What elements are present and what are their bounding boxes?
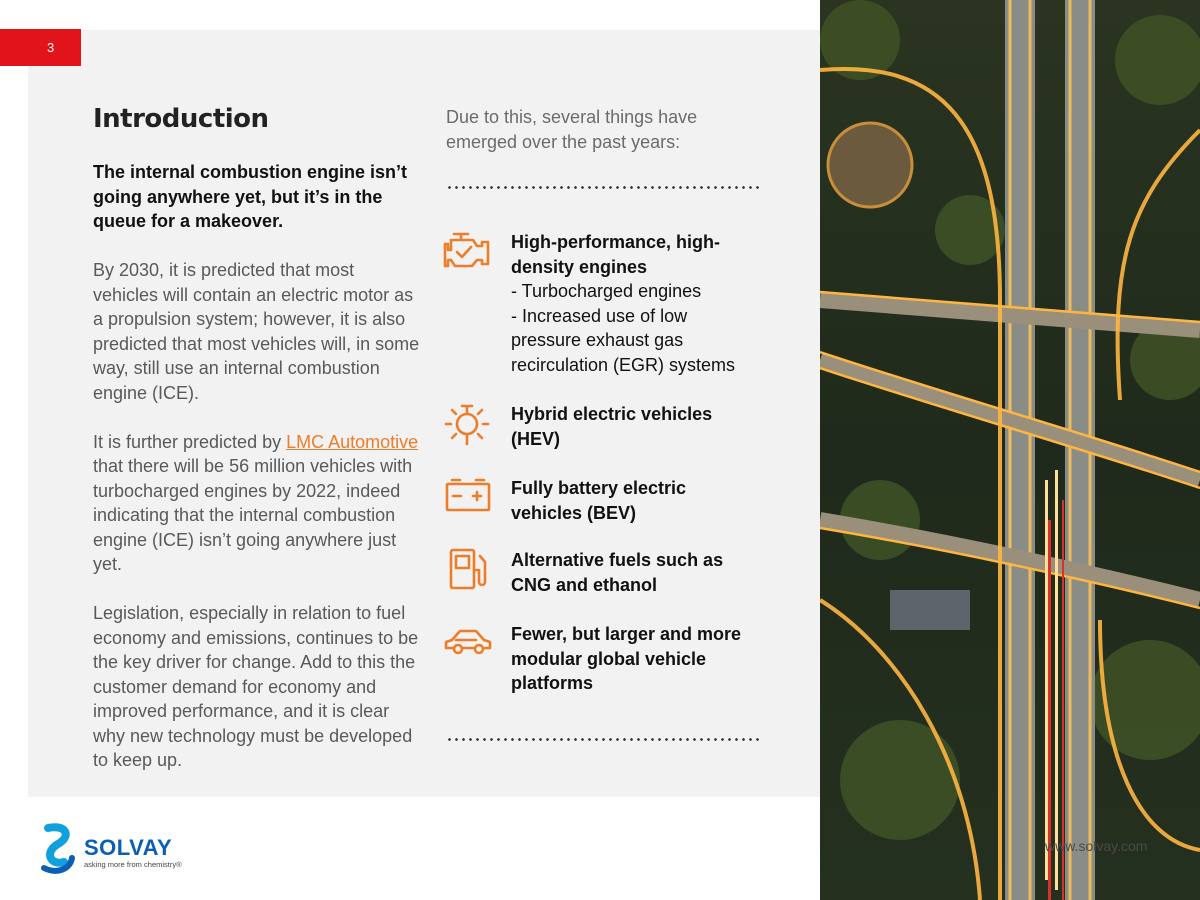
- trend-text: [511, 230, 761, 377]
- paragraph-2-end: that there will be 56 million vehicles with turbocharged engines by 2022, indeed indicating that the internal combustion engine (ICE) isn’t going anywhere just yet.: [93, 456, 413, 574]
- trend-title: Fully battery electric vehicles (BEV): [511, 478, 687, 523]
- trend-title: Alternative fuels such as CNG and ethanol: [511, 550, 724, 595]
- trend-text: [511, 622, 761, 696]
- lightbulb-icon: [442, 402, 494, 448]
- paragraph-2-start: It is further predicted by: [93, 431, 287, 452]
- paragraph-2: [93, 430, 423, 577]
- trends-intro: Due to this, several things have emerged over the past years:: [446, 107, 698, 152]
- trend-text: [511, 402, 761, 451]
- engine-check-icon: [442, 230, 494, 276]
- page-number: 3: [47, 40, 55, 55]
- trend-text: [511, 548, 761, 597]
- website-url[interactable]: www.solvay.com: [1045, 838, 1148, 854]
- battery-icon: [442, 476, 494, 522]
- lmc-automotive-link[interactable]: LMC Automotive: [286, 431, 419, 452]
- trend-title: High-performance, high-density engines: [511, 232, 721, 277]
- page-number-badge: [0, 29, 81, 66]
- car-icon: [442, 622, 494, 668]
- paragraph-3: Legislation, especially in relation to fuel economy and emissions, continues to be the key driver for change. Add to this the customer demand for economy and improved performance, and it is clear why new technology must be developed to keep up.: [93, 603, 419, 770]
- trend-detail: - Turbocharged engines: [511, 281, 702, 301]
- trend-title: Hybrid electric vehicles (HEV): [511, 404, 713, 449]
- logo-wordmark: SOLVAY: [84, 835, 173, 860]
- trend-text: [511, 476, 761, 525]
- lead-paragraph: The internal combustion engine isn’t going anywhere yet, but it’s in the queue for a makeover.: [93, 162, 408, 231]
- dotted-divider-bottom: [446, 738, 762, 741]
- highway-aerial-photo: [820, 0, 1200, 900]
- fuel-pump-icon: [442, 548, 494, 594]
- trend-detail: - Increased use of low pressure exhaust gas recirculation (EGR) systems: [511, 305, 736, 375]
- solvay-logo-mark: [38, 822, 78, 876]
- page-title: Introduction: [93, 104, 269, 134]
- solvay-logo: [38, 822, 238, 878]
- body-text: [93, 258, 423, 797]
- paragraph-1: By 2030, it is predicted that most vehicles will contain an electric motor as a propulsion system; however, it is also predicted that most vehicles will, in some way, still use an internal combustion engine (ICE).: [93, 260, 420, 403]
- trend-title: Fewer, but larger and more modular global vehicle platforms: [511, 624, 742, 693]
- logo-tagline: asking more from chemistry®: [84, 860, 182, 869]
- dotted-divider-top: [446, 186, 762, 189]
